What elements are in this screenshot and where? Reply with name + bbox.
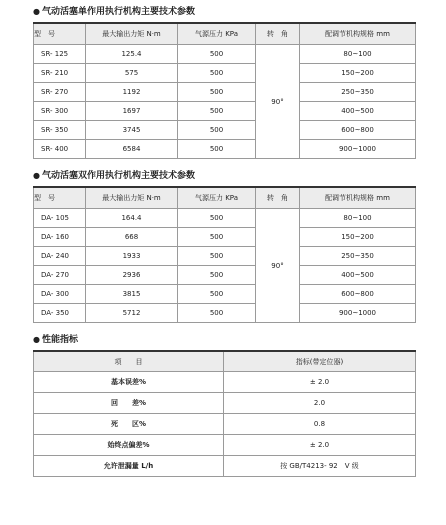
size-cell: 400~500 [300, 102, 416, 121]
model-cell: SR- 210 [34, 64, 86, 83]
pressure-cell: 500 [178, 247, 256, 266]
pressure-cell: 500 [178, 140, 256, 159]
table-row [34, 266, 416, 285]
table-row [34, 304, 416, 323]
section-title-single-acting: ● 气动活塞单作用执行机构主要技术参数 [33, 7, 195, 17]
table-row [34, 285, 416, 304]
angle-cell: 90° [256, 209, 300, 323]
value-cell: 0.8 [224, 414, 416, 435]
header-size: 配调节机构规格 mm [300, 187, 416, 209]
torque-cell: 125.4 [86, 45, 178, 64]
model-cell: SR- 350 [34, 121, 86, 140]
performance-table [33, 350, 416, 477]
torque-cell: 3745 [86, 121, 178, 140]
header-pressure: 气源压力 KPa [178, 23, 256, 45]
model-cell: SR- 300 [34, 102, 86, 121]
header-angle: 转 角 [256, 187, 300, 209]
pressure-cell: 500 [178, 285, 256, 304]
model-cell: DA- 240 [34, 247, 86, 266]
value-cell: ± 2.0 [224, 372, 416, 393]
pressure-cell: 500 [178, 64, 256, 83]
table-row [34, 209, 416, 228]
table-row [34, 64, 416, 83]
header-torque: 最大输出力矩 N·m [86, 23, 178, 45]
table-header-row [34, 187, 416, 209]
model-cell: SR- 125 [34, 45, 86, 64]
size-cell: 80~100 [300, 45, 416, 64]
torque-cell: 668 [86, 228, 178, 247]
item-cell: 死 区% [34, 414, 224, 435]
size-cell: 900~1000 [300, 140, 416, 159]
size-cell: 400~500 [300, 266, 416, 285]
item-cell: 基本误差% [34, 372, 224, 393]
table-header-row [34, 351, 416, 372]
pressure-cell: 500 [178, 228, 256, 247]
pressure-cell: 500 [178, 209, 256, 228]
size-cell: 250~350 [300, 83, 416, 102]
table-row [34, 372, 416, 393]
table-row [34, 83, 416, 102]
table-row [34, 414, 416, 435]
pressure-cell: 500 [178, 304, 256, 323]
size-cell: 900~1000 [300, 304, 416, 323]
size-cell: 600~800 [300, 121, 416, 140]
model-cell: DA- 160 [34, 228, 86, 247]
item-cell: 回 差% [34, 393, 224, 414]
table-row [34, 228, 416, 247]
pressure-cell: 500 [178, 102, 256, 121]
header-torque: 最大输出力矩 N·m [86, 187, 178, 209]
torque-cell: 1933 [86, 247, 178, 266]
table-row [34, 45, 416, 64]
section-title-performance: ● 性能指标 [33, 335, 78, 345]
table-row [34, 393, 416, 414]
item-cell: 允许泄漏量 L/h [34, 456, 224, 477]
model-cell: DA- 270 [34, 266, 86, 285]
bullet-icon: ● [33, 171, 40, 180]
pressure-cell: 500 [178, 121, 256, 140]
header-model: 型 号 [34, 23, 86, 45]
pressure-cell: 500 [178, 266, 256, 285]
torque-cell: 164.4 [86, 209, 178, 228]
value-cell: 按 GB/T4213- 92 V 级 [224, 456, 416, 477]
header-item: 项 目 [34, 351, 224, 372]
torque-cell: 2936 [86, 266, 178, 285]
angle-cell: 90° [256, 45, 300, 159]
model-cell: DA- 350 [34, 304, 86, 323]
size-cell: 600~800 [300, 285, 416, 304]
item-cell: 始终点偏差% [34, 435, 224, 456]
header-angle: 转 角 [256, 23, 300, 45]
header-model: 型 号 [34, 187, 86, 209]
table-row [34, 140, 416, 159]
size-cell: 80~100 [300, 209, 416, 228]
torque-cell: 1192 [86, 83, 178, 102]
size-cell: 250~350 [300, 247, 416, 266]
pressure-cell: 500 [178, 45, 256, 64]
table-row [34, 102, 416, 121]
size-cell: 150~200 [300, 228, 416, 247]
single-acting-spec-table [33, 22, 416, 159]
model-cell: DA- 105 [34, 209, 86, 228]
header-pressure: 气源压力 KPa [178, 187, 256, 209]
torque-cell: 1697 [86, 102, 178, 121]
header-size: 配调节机构规格 mm [300, 23, 416, 45]
torque-cell: 5712 [86, 304, 178, 323]
table-row [34, 121, 416, 140]
model-cell: SR- 270 [34, 83, 86, 102]
model-cell: SR- 400 [34, 140, 86, 159]
table-row [34, 435, 416, 456]
torque-cell: 6584 [86, 140, 178, 159]
bullet-icon: ● [33, 335, 40, 344]
table-header-row [34, 23, 416, 45]
model-cell: DA- 300 [34, 285, 86, 304]
pressure-cell: 500 [178, 83, 256, 102]
double-acting-spec-table [33, 186, 416, 323]
torque-cell: 575 [86, 64, 178, 83]
bullet-icon: ● [33, 7, 40, 16]
table-row [34, 247, 416, 266]
value-cell: 2.0 [224, 393, 416, 414]
value-cell: ± 2.0 [224, 435, 416, 456]
table-row [34, 456, 416, 477]
section-title-double-acting: ● 气动活塞双作用执行机构主要技术参数 [33, 171, 195, 181]
torque-cell: 3815 [86, 285, 178, 304]
size-cell: 150~200 [300, 64, 416, 83]
header-index: 指标(带定位器) [224, 351, 416, 372]
